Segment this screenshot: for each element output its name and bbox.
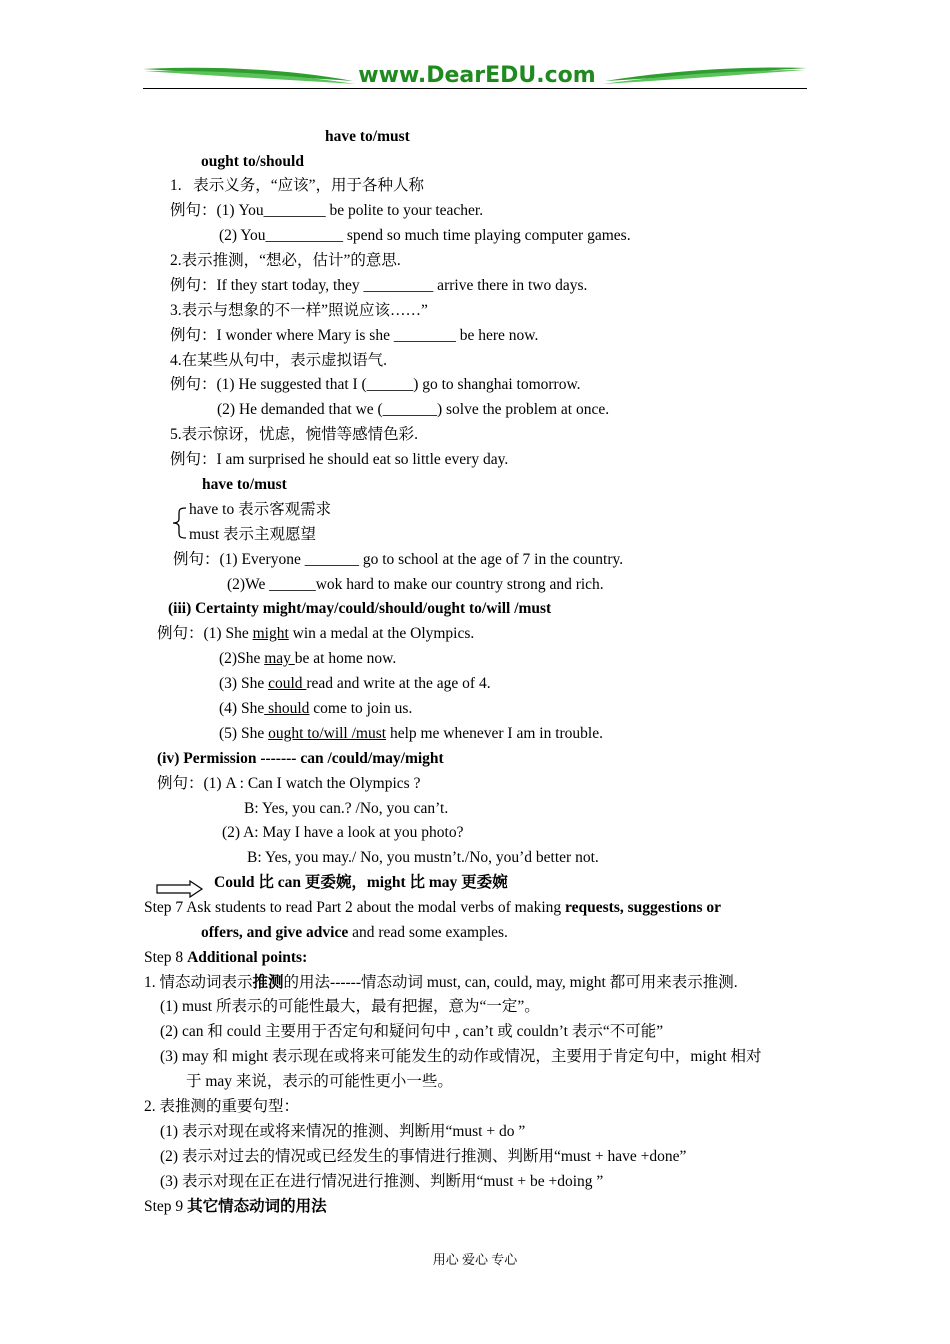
heading-ought-to-should: ought to/should <box>201 153 304 170</box>
example-line: B: Yes, you may./ No, you mustn’t./No, you’d better not. <box>247 849 599 866</box>
heading-permission: (iv) Permission ------- can /could/may/might <box>157 750 444 767</box>
text-line: (1) must 所表示的可能性最大，最有把握，意为“一定”。 <box>160 998 540 1015</box>
step-heading: Step 9 其它情态动词的用法 <box>144 1198 327 1215</box>
text-line: 于 may 来说，表示的可能性更小一些。 <box>186 1073 453 1090</box>
example-line: (4) She should come to join us. <box>219 700 413 717</box>
arrow-right-icon <box>156 880 204 898</box>
text-line: (2) can 和 could 主要用于否定句和疑问句中 , can’t 或 couldn’t 表示“不可能” <box>160 1023 664 1040</box>
text-line: (2) 表示对过去的情况或已经发生的事情进行推测、判断用“must + have +done” <box>160 1148 687 1165</box>
example-line: 例句：(1) Everyone _______ go to school at the age of 7 in the country. <box>173 551 624 568</box>
example-line: 例句：I am surprised he should eat so little every day. <box>170 451 509 468</box>
example-line: (2) He demanded that we (_______) solve the problem at once. <box>217 401 610 418</box>
text-line: 3.表示与想象的不一样”照说应该……” <box>170 302 428 319</box>
page-footer: 用心 爱心 专心 <box>432 1252 518 1267</box>
step-line: offers, and give advice and read some examples. <box>201 924 508 941</box>
brace-icon <box>168 506 188 540</box>
example-line: (2)She may be at home now. <box>219 650 397 667</box>
example-line: (5) She ought to/will /must help me whenever I am in trouble. <box>219 725 603 742</box>
text-line: 5.表示惊讶，忧虑，惋惜等感情色彩. <box>170 426 419 443</box>
heading-have-to-must: have to/must <box>325 128 410 145</box>
site-logo: www.DearEDU.com <box>358 63 596 88</box>
text-line: 2. 表推测的重要句型： <box>144 1098 300 1115</box>
example-line: (2) A: May I have a look at you photo? <box>222 824 464 841</box>
heading-certainty: (iii) Certainty might/may/could/should/ought to/will /must <box>168 600 552 617</box>
header-rule <box>143 88 807 89</box>
text-line: have to 表示客观需求 <box>189 501 332 518</box>
text-line: 4.在某些从句中，表示虚拟语气. <box>170 352 388 369</box>
text-line: 1. 情态动词表示推测的用法------情态动词 must, can, could, may, might 都可用来表示推测. <box>144 974 738 991</box>
step-line: Step 7 Ask students to read Part 2 about the modal verbs of making requests, suggestions or <box>144 899 722 916</box>
example-line: 例句：(1) She might win a medal at the Olympics. <box>157 625 475 642</box>
example-line: 例句：I wonder where Mary is she ________ be here now. <box>170 327 539 344</box>
text-line: 1. 表示义务，“应该”，用于各种人称 <box>170 177 425 194</box>
example-line: (2) You__________ spend so much time playing computer games. <box>219 227 631 244</box>
example-line: (2)We ______wok hard to make our country strong and rich. <box>227 576 604 593</box>
text-line: (1) 表示对现在或将来情况的推测、判断用“must + do ” <box>160 1123 526 1140</box>
example-line: B: Yes, you can.? /No, you can’t. <box>244 800 449 817</box>
heading-have-to-must: have to/must <box>202 476 287 493</box>
text-line: (3) 表示对现在正在进行情况进行推测、判断用“must + be +doing ” <box>160 1173 604 1190</box>
example-line: (3) She could read and write at the age of 4. <box>219 675 491 692</box>
step-heading: Step 8 Additional points: <box>144 949 308 966</box>
note-line: Could 比 can 更委婉，might 比 may 更委婉 <box>214 874 508 891</box>
text-line: (3) may 和 might 表示现在或将来可能发生的动作或情况，主要用于肯定句中，might 相对 <box>160 1048 762 1065</box>
text-line: 2.表示推测，“想必，估计”的意思. <box>170 252 401 269</box>
example-line: 例句：(1) He suggested that I (______) go to shanghai tomorrow. <box>170 376 581 393</box>
example-line: 例句：(1) A : Can I watch the Olympics ? <box>157 775 421 792</box>
example-line: 例句：(1) You________ be polite to your teacher. <box>170 202 484 219</box>
example-line: 例句：If they start today, they _________ arrive there in two days. <box>170 277 588 294</box>
text-line: must 表示主观愿望 <box>189 526 317 543</box>
